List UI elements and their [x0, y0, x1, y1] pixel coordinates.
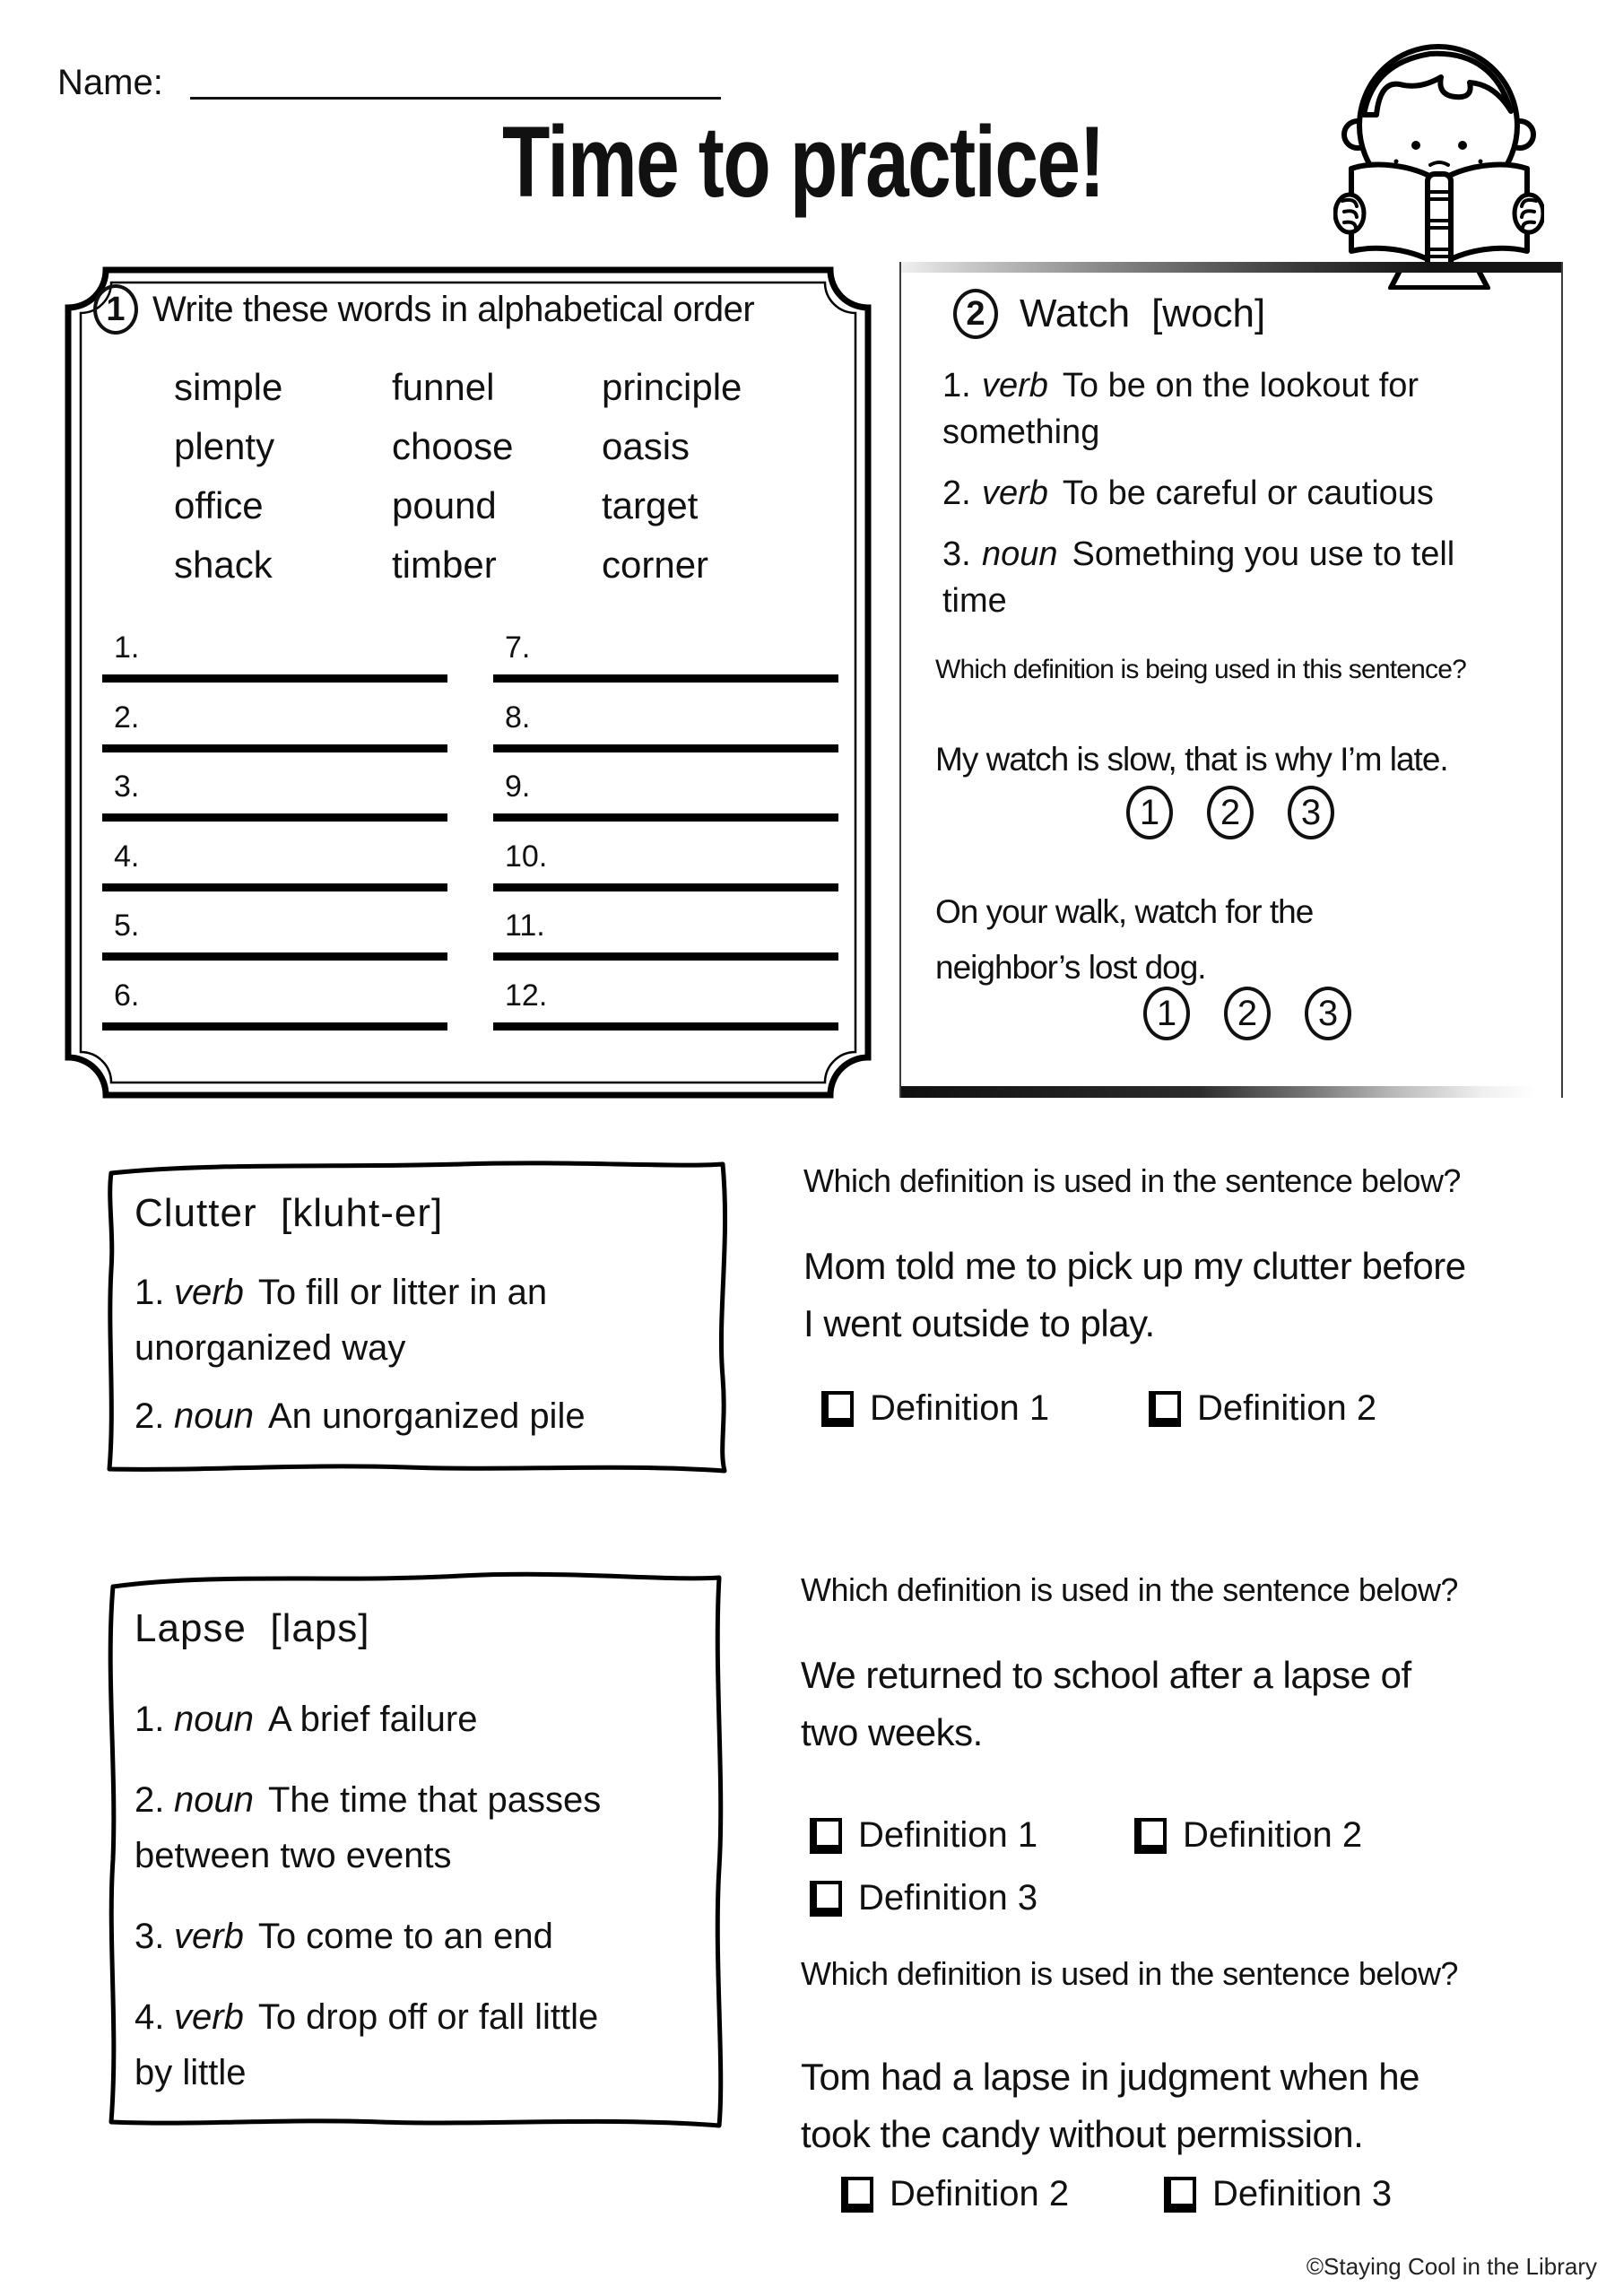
choice-row: [1126, 786, 1334, 839]
blank-row: 5.: [102, 909, 447, 961]
checkbox[interactable]: [821, 1391, 854, 1427]
word-item: plenty: [174, 425, 275, 467]
answer-choice-circle[interactable]: 2: [1224, 987, 1271, 1040]
blank-row: 12.: [493, 978, 838, 1031]
entry-word: Watch: [1020, 291, 1131, 335]
answer-choice-circle[interactable]: 2: [1207, 786, 1254, 839]
question-text: Which definition is used in the sentence below?: [801, 1955, 1458, 1992]
definition-option[interactable]: Definition 1: [821, 1388, 1049, 1429]
word-item: shack: [174, 544, 273, 586]
answer-blank-line[interactable]: [493, 883, 838, 891]
definition-list: [135, 1692, 708, 2126]
definition-item: 2. noun An unorganized pile: [135, 1396, 586, 1436]
section-number-badge: 1: [93, 284, 138, 335]
boy-reading-book-icon: [1333, 25, 1544, 290]
word-item: oasis: [602, 425, 690, 467]
definition-item: 4. verb To drop off or fall little by little: [135, 1997, 599, 2092]
answer-blank-line[interactable]: [493, 813, 838, 822]
example-sentence: Mom told me to pick up my clutter before I went outside to play.: [803, 1245, 1466, 1344]
question-text: Which definition is used in the sentence below?: [803, 1162, 1461, 1199]
answer-blank-line[interactable]: [493, 952, 838, 961]
question-text: Which definition is being used in this sentence?: [935, 655, 1466, 684]
word-list-column: [392, 358, 513, 595]
page-title: Time to practice!: [502, 106, 1104, 218]
definition-item: 2. noun The time that passes between two events: [135, 1780, 602, 1875]
definition-item: 1. noun A brief failure: [135, 1700, 478, 1739]
checkbox[interactable]: [810, 1818, 842, 1854]
answer-blank-line[interactable]: [493, 1022, 838, 1031]
checkbox[interactable]: [810, 1881, 842, 1917]
name-blank-line[interactable]: [190, 59, 721, 100]
checkbox[interactable]: [841, 2177, 873, 2213]
blank-row: 8.: [493, 700, 838, 752]
answer-blank-line[interactable]: [102, 952, 447, 961]
section-number-badge: 2: [953, 289, 998, 339]
alphabetical-order-section: [59, 261, 877, 1104]
answer-choice-circle[interactable]: 1: [1143, 987, 1190, 1040]
blank-row: 9.: [493, 770, 838, 822]
answer-blank-line[interactable]: [493, 674, 838, 683]
definition-option[interactable]: Definition 1: [810, 1815, 1037, 1856]
answer-blank-line[interactable]: [102, 1022, 447, 1031]
entry-pronunciation: [woch]: [1151, 291, 1266, 335]
definition-item: 3. noun Something you use to tell time: [942, 535, 1455, 620]
definition-option[interactable]: Definition 2: [1149, 1388, 1376, 1429]
definition-option[interactable]: Definition 2: [1134, 1815, 1362, 1856]
blank-row: 2.: [102, 700, 447, 752]
word-item: pound: [392, 484, 497, 526]
definition-item: 2. verb To be careful or cautious: [942, 474, 1434, 512]
definition-item: 1. verb To fill or litter in an unorganized way: [135, 1273, 548, 1368]
checkbox[interactable]: [1149, 1391, 1181, 1427]
question-text: Which definition is used in the sentence below?: [801, 1571, 1458, 1608]
answer-blank-line[interactable]: [102, 883, 447, 891]
word-item: target: [602, 484, 699, 526]
lapse-definition-card: [84, 1563, 748, 2147]
choice-row: [1143, 987, 1351, 1040]
definition-list: [942, 362, 1536, 639]
answer-blank-line[interactable]: [493, 744, 838, 752]
answer-choice-circle[interactable]: 3: [1288, 786, 1334, 839]
example-sentence: On your walk, watch for the neighbor’s lost dog.: [935, 893, 1314, 986]
definition-list: [135, 1265, 708, 1457]
entry-word: Lapse [laps]: [135, 1606, 370, 1650]
answer-choice-circle[interactable]: 1: [1126, 786, 1173, 839]
example-sentence: Tom had a lapse in judgment when he took the candy without permission.: [801, 2056, 1419, 2155]
definition-item: 1. verb To be on the lookout for something: [942, 367, 1419, 451]
answer-blank-line[interactable]: [102, 674, 447, 683]
answer-blank-line[interactable]: [102, 813, 447, 822]
word-item: principle: [602, 366, 742, 408]
blank-row: 6.: [102, 978, 447, 1031]
copyright-credit: ©Staying Cool in the Library: [1306, 2253, 1597, 2280]
word-item: corner: [602, 544, 709, 586]
example-sentence: My watch is slow, that is why I’m late.: [935, 741, 1448, 778]
answer-choice-circle[interactable]: 3: [1305, 987, 1351, 1040]
watch-definition-section: [899, 262, 1563, 1098]
blank-row: 7.: [493, 631, 838, 683]
blank-row: 4.: [102, 839, 447, 891]
clutter-definition-card: [84, 1153, 748, 1493]
definition-option[interactable]: Definition 3: [810, 1878, 1037, 1918]
definition-item: 3. verb To come to an end: [135, 1917, 553, 1956]
blank-row: 1.: [102, 631, 447, 683]
definition-option[interactable]: Definition 3: [1164, 2174, 1392, 2214]
checkbox[interactable]: [1134, 1818, 1167, 1854]
word-item: simple: [174, 366, 283, 408]
word-item: choose: [392, 425, 514, 467]
name-label: Name:: [57, 63, 163, 102]
entry-word: Clutter [kluht-er]: [135, 1191, 444, 1235]
example-sentence: We returned to school after a lapse of two weeks.: [801, 1654, 1411, 1753]
word-list-column: [174, 358, 282, 595]
blank-row: 10.: [493, 839, 838, 891]
blank-row: 3.: [102, 770, 447, 822]
section-heading: Write these words in alphabetical order: [152, 289, 755, 329]
checkbox[interactable]: [1164, 2177, 1196, 2213]
answer-blank-line[interactable]: [102, 744, 447, 752]
word-item: funnel: [392, 366, 495, 408]
word-item: timber: [392, 544, 497, 586]
word-item: office: [174, 484, 264, 526]
word-list-column: [602, 358, 742, 595]
definition-option[interactable]: Definition 2: [841, 2174, 1069, 2214]
blank-row: 11.: [493, 909, 838, 961]
